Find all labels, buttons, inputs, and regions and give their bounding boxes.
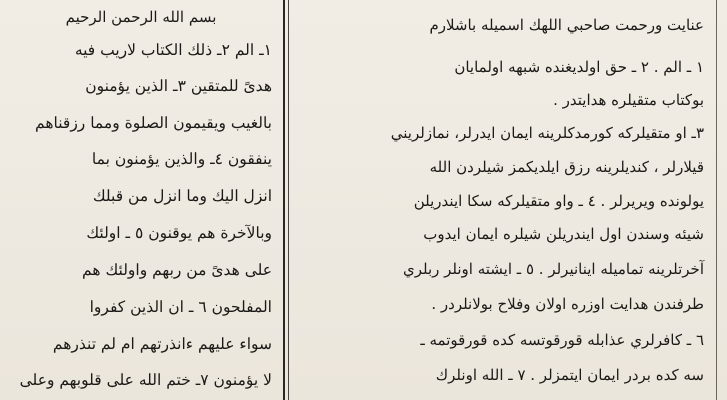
right-text-line: يولونده ويريرلر . ٤ ـ واو متقيلركه سكا ايندريلن xyxy=(413,192,704,210)
left-text-line: بالغيب ويقيمون الصلوة ومما رزقناهم xyxy=(35,114,272,132)
basmala-heading: بسم الله الرحمن الرحيم xyxy=(65,8,217,26)
right-text-line: عنايت ورحمت صاحبي اللهك اسميله باشلارم xyxy=(429,16,704,34)
left-text-line: وبالآخرة هم يوقنون ٥ ـ اولئك xyxy=(86,224,272,242)
left-text-line: على هدىً من ربهم واولئك هم xyxy=(82,261,272,279)
right-text-line: قيلارلر ، كنديلرينه رزق ايلديكمز شيلردن الله xyxy=(429,158,704,176)
right-text-line: ١ ـ الم . ٢ ـ حق اولديغنده شبهه اولمايان xyxy=(454,58,704,76)
page-edge-line xyxy=(716,0,717,400)
right-column-ottoman-text xyxy=(296,0,710,400)
right-text-line: ٣ـ او متقيلركه كورمدكلرينه ايمان ايدرلر، نمازلريني xyxy=(390,124,704,142)
left-text-line: سواء عليهم ءانذرتهم ام لم تنذرهم xyxy=(52,335,272,353)
column-divider xyxy=(288,0,289,400)
right-text-line: سه كده بردر ايمان ايتمزلر . ٧ ـ الله اونلرك xyxy=(435,366,704,384)
right-text-line: بوكتاب متقيلره هدايتدر . xyxy=(553,91,704,109)
left-column-arabic-text xyxy=(6,0,278,400)
right-text-line: شيئه وسندن اول ايندريلن شيلره ايمان ايدوب xyxy=(423,225,704,243)
right-text-line: آخرتلرينه تماميله اينانيرلر . ٥ ـ ايشته اونلر ربلري xyxy=(402,260,704,278)
left-text-line: لا يؤمنون ٧ـ ختم الله على قلوبهم وعلى xyxy=(19,371,272,389)
left-text-line: ١ـ الم ٢ـ ذلك الكتاب لاريب فيه xyxy=(74,41,272,59)
left-text-line: هدىً للمتقين ٣ـ الذين يؤمنون xyxy=(85,77,272,95)
left-text-line: ينفقون ٤ـ والذين يؤمنون بما xyxy=(91,150,272,168)
left-text-line: المفلحون ٦ ـ ان الذين كفروا xyxy=(89,298,272,316)
right-text-line: ٦ ـ كافرلري عذابله قورقوتسه كده قورقوتمه ـ xyxy=(420,331,704,349)
column-divider xyxy=(283,0,285,400)
left-text-line: انزل اليك وما انزل من قبلك xyxy=(92,187,272,205)
right-text-line: طرفندن هدايت اوزره اولان وفلاح بولانلردر . xyxy=(431,295,704,313)
